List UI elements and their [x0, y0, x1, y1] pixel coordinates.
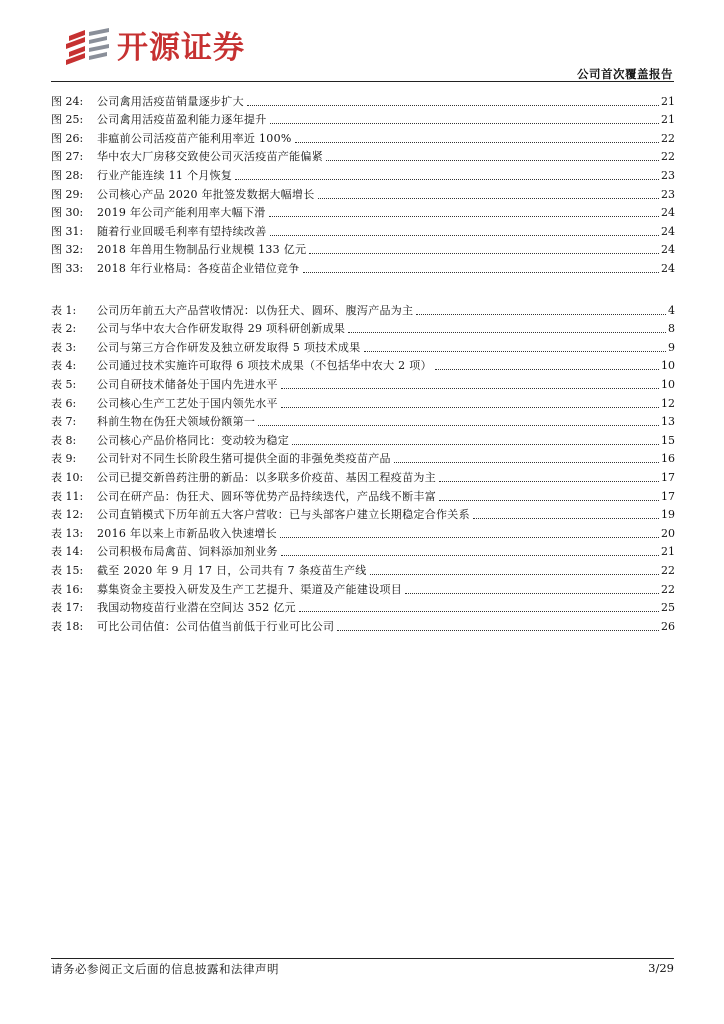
entry-page: 21 [661, 545, 675, 559]
dot-leader [269, 216, 659, 217]
table-entry[interactable] [51, 392, 675, 411]
entry-page: 21 [661, 94, 675, 108]
table-entry[interactable] [51, 299, 675, 318]
entry-title: 公司禽用活疫苗销量逐步扩大 [97, 94, 244, 108]
dot-leader [270, 123, 660, 124]
dot-leader [309, 253, 659, 254]
table-entry[interactable] [51, 485, 675, 504]
entry-number: 表 9: [51, 452, 77, 466]
footer-divider [51, 958, 674, 959]
figure-entry[interactable] [51, 90, 675, 109]
entry-page: 8 [668, 322, 675, 336]
header-divider [51, 81, 674, 82]
entry-title: 行业产能连续 11 个月恢复 [97, 168, 233, 182]
dot-leader [270, 235, 660, 236]
dot-leader [370, 574, 659, 575]
entry-page: 4 [668, 303, 675, 317]
figure-entry[interactable] [51, 202, 675, 221]
entry-title: 公司核心产品价格同比：变动较为稳定 [97, 433, 290, 447]
entry-title: 2016 年以来上市新品收入快速增长 [97, 526, 277, 540]
dot-leader [247, 105, 659, 106]
dot-leader [281, 388, 659, 389]
entry-page: 22 [661, 582, 675, 596]
entry-title: 我国动物疫苗行业潜在空间达 352 亿元 [97, 601, 296, 615]
entry-page: 12 [661, 396, 675, 410]
entry-number: 表 12: [51, 508, 84, 522]
entry-number: 图 29: [51, 187, 84, 201]
entry-number: 表 3: [51, 340, 77, 354]
dot-leader [439, 500, 659, 501]
page-number: 3/29 [648, 961, 674, 975]
entry-page: 13 [661, 415, 675, 429]
entry-page: 22 [661, 563, 675, 577]
brand-name: 开源证券 [117, 30, 245, 66]
figure-entry[interactable] [51, 257, 675, 276]
entry-title: 公司已提交新兽药注册的新品：以多联多价疫苗、基因工程疫苗为主 [97, 470, 436, 484]
entry-number: 图 32: [51, 243, 84, 257]
entry-title: 随着行业回暖毛利率有望持续改善 [97, 224, 267, 238]
entry-title: 公司历年前五大产品营收情况：以伪狂犬、圆环、腹泻产品为主 [97, 303, 414, 317]
dot-leader [405, 593, 659, 594]
entry-number: 表 11: [51, 489, 84, 503]
table-entry[interactable] [51, 541, 675, 560]
table-entry[interactable] [51, 504, 675, 523]
table-entry[interactable] [51, 578, 675, 597]
entry-page: 10 [661, 377, 675, 391]
entry-title: 科前生物在伪狂犬领域份额第一 [97, 415, 256, 429]
dot-leader [394, 462, 659, 463]
page-header [0, 0, 724, 82]
dot-leader [281, 407, 659, 408]
entry-number: 表 14: [51, 545, 84, 559]
entry-page: 23 [661, 168, 675, 182]
entry-number: 表 16: [51, 582, 84, 596]
dot-leader [235, 179, 659, 180]
entry-number: 图 30: [51, 206, 84, 220]
entry-page: 25 [661, 601, 675, 615]
entry-title: 公司在研产品：伪狂犬、圆环等优势产品持续迭代，产品线不断丰富 [97, 489, 436, 503]
entry-number: 表 18: [51, 619, 84, 633]
entry-page: 9 [668, 340, 675, 354]
entry-title: 公司与华中农大合作研发取得 29 项科研创新成果 [97, 322, 346, 336]
entry-page: 17 [661, 470, 675, 484]
entry-number: 图 31: [51, 224, 84, 238]
dot-leader [337, 630, 659, 631]
entry-page: 19 [661, 508, 675, 522]
entry-number: 表 1: [51, 303, 77, 317]
table-entry[interactable] [51, 373, 675, 392]
entry-page: 24 [661, 224, 675, 238]
entry-number: 图 33: [51, 261, 84, 275]
entry-title: 公司直销模式下历年前五大客户营收：已与头部客户建立长期稳定合作关系 [97, 508, 470, 522]
entry-title: 公司针对不同生长阶段生猪可提供全面的非强免类疫苗产品 [97, 452, 391, 466]
entry-page: 22 [661, 131, 675, 145]
entry-title: 公司与第三方合作研发及独立研发取得 5 项技术成果 [97, 340, 361, 354]
entry-number: 表 7: [51, 415, 77, 429]
entry-number: 表 10: [51, 470, 84, 484]
report-type: 公司首次覆盖报告 [577, 67, 673, 81]
dot-leader [416, 314, 666, 315]
entry-page: 15 [661, 433, 675, 447]
figure-entry[interactable] [51, 146, 675, 165]
entry-number: 表 4: [51, 359, 77, 373]
entry-title: 公司核心生产工艺处于国内领先水平 [97, 396, 278, 410]
entry-title: 2018 年行业格局：各疫苗企业错位竞争 [97, 261, 300, 275]
entry-title: 可比公司估值：公司估值当前低于行业可比公司 [97, 619, 335, 633]
table-entry[interactable] [51, 355, 675, 374]
entry-page: 17 [661, 489, 675, 503]
entry-title: 公司通过技术实施许可取得 6 项技术成果（不包括华中农大 2 项） [97, 359, 432, 373]
entry-title: 非瘟前公司活疫苗产能利用率近 100% [97, 131, 292, 145]
table-entry[interactable] [51, 559, 675, 578]
dot-leader [473, 518, 659, 519]
dot-leader [303, 272, 660, 273]
entry-number: 图 28: [51, 168, 84, 182]
table-entry[interactable] [51, 411, 675, 430]
entry-title: 公司核心产品 2020 年批签发数据大幅增长 [97, 187, 315, 201]
figure-entry[interactable] [51, 239, 675, 258]
figure-entry[interactable] [51, 127, 675, 146]
entry-title: 华中农大厂房移交致使公司灭活疫苗产能偏紧 [97, 150, 323, 164]
table-entry[interactable] [51, 615, 675, 634]
dot-leader [326, 160, 659, 161]
figure-entry[interactable] [51, 164, 675, 183]
entry-number: 图 27: [51, 150, 84, 164]
entry-page: 26 [661, 619, 675, 633]
dot-leader [299, 611, 659, 612]
company-logo [63, 28, 263, 68]
dot-leader [364, 351, 667, 352]
entry-page: 24 [661, 243, 675, 257]
footer-disclaimer: 请务必参阅正文后面的信息披露和法律声明 [51, 962, 279, 976]
entry-page: 22 [661, 150, 675, 164]
dot-leader [280, 537, 659, 538]
entry-number: 表 8: [51, 433, 77, 447]
entry-number: 表 6: [51, 396, 77, 410]
entry-page: 24 [661, 206, 675, 220]
entry-number: 表 17: [51, 601, 84, 615]
entry-title: 2018 年兽用生物制品行业规模 133 亿元 [97, 243, 307, 257]
entry-page: 21 [661, 113, 675, 127]
entry-page: 16 [661, 452, 675, 466]
entry-page: 10 [661, 359, 675, 373]
entry-title: 截至 2020 年 9 月 17 日，公司共有 7 条疫苗生产线 [97, 563, 367, 577]
figure-entry[interactable] [51, 183, 675, 202]
table-entry[interactable] [51, 429, 675, 448]
entry-page: 20 [661, 526, 675, 540]
dot-leader [348, 332, 666, 333]
entry-number: 表 15: [51, 563, 84, 577]
dot-leader [258, 425, 659, 426]
entry-title: 募集资金主要投入研发及生产工艺提升、渠道及产能建设项目 [97, 582, 403, 596]
table-entry[interactable] [51, 597, 675, 616]
figure-entry[interactable] [51, 109, 675, 128]
dot-leader [281, 555, 659, 556]
entry-title: 2019 年公司产能利用率大幅下滑 [97, 206, 266, 220]
dot-leader [435, 369, 659, 370]
entry-number: 表 13: [51, 526, 84, 540]
table-entry[interactable] [51, 522, 675, 541]
figure-entry[interactable] [51, 220, 675, 239]
table-entry[interactable] [51, 318, 675, 337]
table-entry[interactable] [51, 336, 675, 355]
entry-number: 图 25: [51, 113, 84, 127]
brand-mark-icon [63, 28, 113, 68]
entry-number: 图 26: [51, 131, 84, 145]
dot-leader [292, 444, 659, 445]
entry-number: 图 24: [51, 94, 84, 108]
entry-title: 公司积极布局禽苗、饲料添加剂业务 [97, 545, 278, 559]
entry-number: 表 2: [51, 322, 77, 336]
dot-leader [295, 142, 659, 143]
table-entry[interactable] [51, 466, 675, 485]
entry-page: 23 [661, 187, 675, 201]
table-entry[interactable] [51, 448, 675, 467]
entry-title: 公司自研技术储备处于国内先进水平 [97, 377, 278, 391]
dot-leader [439, 481, 659, 482]
entry-number: 表 5: [51, 377, 77, 391]
dot-leader [318, 198, 659, 199]
entry-title: 公司禽用活疫苗盈利能力逐年提升 [97, 113, 267, 127]
entry-page: 24 [661, 261, 675, 275]
